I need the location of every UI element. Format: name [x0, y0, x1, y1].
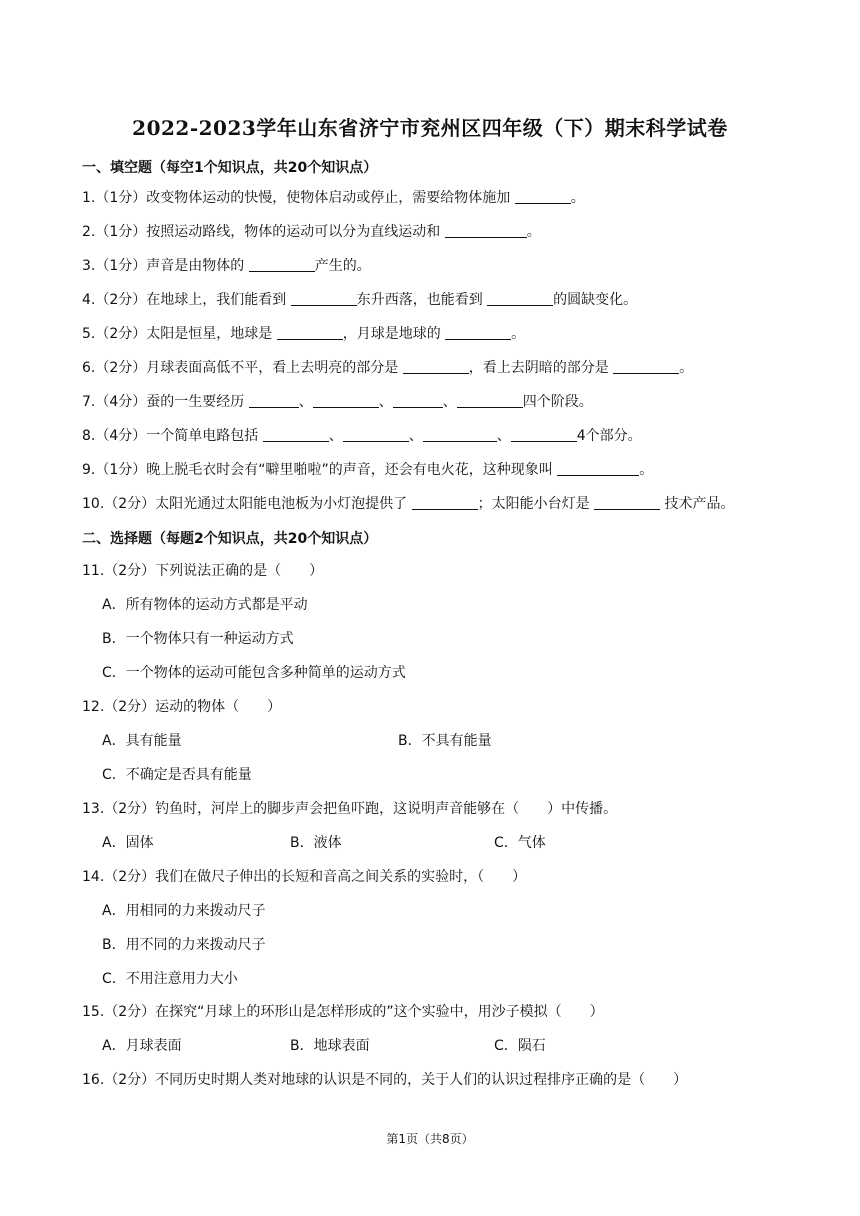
answer-blank[interactable] [511, 427, 577, 442]
question-10: 10.（2分）太阳光通过太阳能电池板为小灯泡提供了 ；太阳能小台灯是 技术产品。 [82, 496, 735, 512]
answer-blank[interactable] [594, 495, 660, 510]
question-15: 15.（2分）在探究“月球上的环形山是怎样形成的”这个实验中，用沙子模拟（ ） [82, 1004, 604, 1020]
question-1: 1.（1分）改变物体运动的快慢，使物体启动或停止，需要给物体施加 。 [82, 190, 585, 206]
question-6: 6.（2分）月球表面高低不平，看上去明亮的部分是 ，看上去阴暗的部分是 。 [82, 360, 694, 376]
option-c[interactable]: C．不确定是否具有能量 [102, 767, 252, 783]
question-16: 16.（2分）不同历史时期人类对地球的认识是不同的，关于人们的认识过程排序正确的是（ ） [82, 1072, 688, 1088]
option-b[interactable]: B．一个物体只有一种运动方式 [102, 631, 294, 647]
question-11: 11.（2分）下列说法正确的是（ ） [82, 563, 324, 579]
question-7: 7.（4分）蚕的一生要经历 、 、 、 四个阶段。 [82, 394, 593, 410]
question-14: 14.（2分）我们在做尺子伸出的长短和音高之间关系的实验时，（ ） [82, 869, 527, 885]
answer-blank[interactable] [457, 393, 523, 408]
option-b[interactable]: B．液体 [290, 835, 342, 851]
question-8: 8.（4分）一个简单电路包括 、 、 、 4个部分。 [82, 428, 642, 444]
question-13: 13.（2分）钓鱼时，河岸上的脚步声会把鱼吓跑，这说明声音能够在（ ）中传播。 [82, 801, 618, 817]
option-b[interactable]: B．地球表面 [290, 1038, 370, 1054]
question-9: 9.（1分）晚上脱毛衣时会有“噼里啪啦”的声音，还会有电火花，这种现象叫 。 [82, 462, 654, 478]
section-fill-heading: 一、填空题（每空1个知识点，共20个知识点） [82, 160, 378, 176]
answer-blank[interactable] [445, 325, 511, 340]
answer-blank[interactable] [515, 189, 571, 204]
answer-blank[interactable] [423, 427, 497, 442]
page-footer: 第1页（共8页） [386, 1132, 474, 1146]
option-a[interactable]: A．固体 [102, 835, 154, 851]
answer-blank[interactable] [313, 393, 379, 408]
option-c[interactable]: C．一个物体的运动可能包含多种简单的运动方式 [102, 665, 406, 681]
option-a[interactable]: A．月球表面 [102, 1038, 182, 1054]
option-b[interactable]: B．不具有能量 [398, 733, 492, 749]
answer-blank[interactable] [445, 223, 527, 238]
answer-blank[interactable] [613, 359, 679, 374]
question-4: 4.（2分）在地球上，我们能看到 东升西落，也能看到 的圆缺变化。 [82, 292, 638, 308]
option-a[interactable]: A．具有能量 [102, 733, 182, 749]
option-c[interactable]: C．不用注意用力大小 [102, 971, 238, 987]
option-b[interactable]: B．用不同的力来拨动尺子 [102, 937, 266, 953]
option-a[interactable]: A．所有物体的运动方式都是平动 [102, 597, 308, 613]
answer-blank[interactable] [343, 427, 409, 442]
answer-blank[interactable] [412, 495, 478, 510]
question-3: 3.（1分）声音是由物体的 产生的。 [82, 258, 371, 274]
exam-title: 2022-2023学年山东省济宁市兖州区四年级（下）期末科学试卷 [132, 116, 728, 140]
answer-blank[interactable] [557, 461, 639, 476]
option-c[interactable]: C．气体 [494, 835, 546, 851]
answer-blank[interactable] [249, 257, 315, 272]
answer-blank[interactable] [277, 325, 343, 340]
question-2: 2.（1分）按照运动路线，物体的运动可以分为直线运动和 。 [82, 224, 541, 240]
answer-blank[interactable] [487, 291, 553, 306]
option-c[interactable]: C．陨石 [494, 1038, 546, 1054]
option-a[interactable]: A．用相同的力来拨动尺子 [102, 903, 266, 919]
answer-blank[interactable] [291, 291, 357, 306]
answer-blank[interactable] [393, 393, 443, 408]
section-choice-heading: 二、选择题（每题2个知识点，共20个知识点） [82, 531, 378, 547]
answer-blank[interactable] [249, 393, 299, 408]
question-12: 12.（2分）运动的物体（ ） [82, 699, 282, 715]
question-5: 5.（2分）太阳是恒星，地球是 ，月球是地球的 。 [82, 326, 526, 342]
answer-blank[interactable] [403, 359, 469, 374]
answer-blank[interactable] [263, 427, 329, 442]
